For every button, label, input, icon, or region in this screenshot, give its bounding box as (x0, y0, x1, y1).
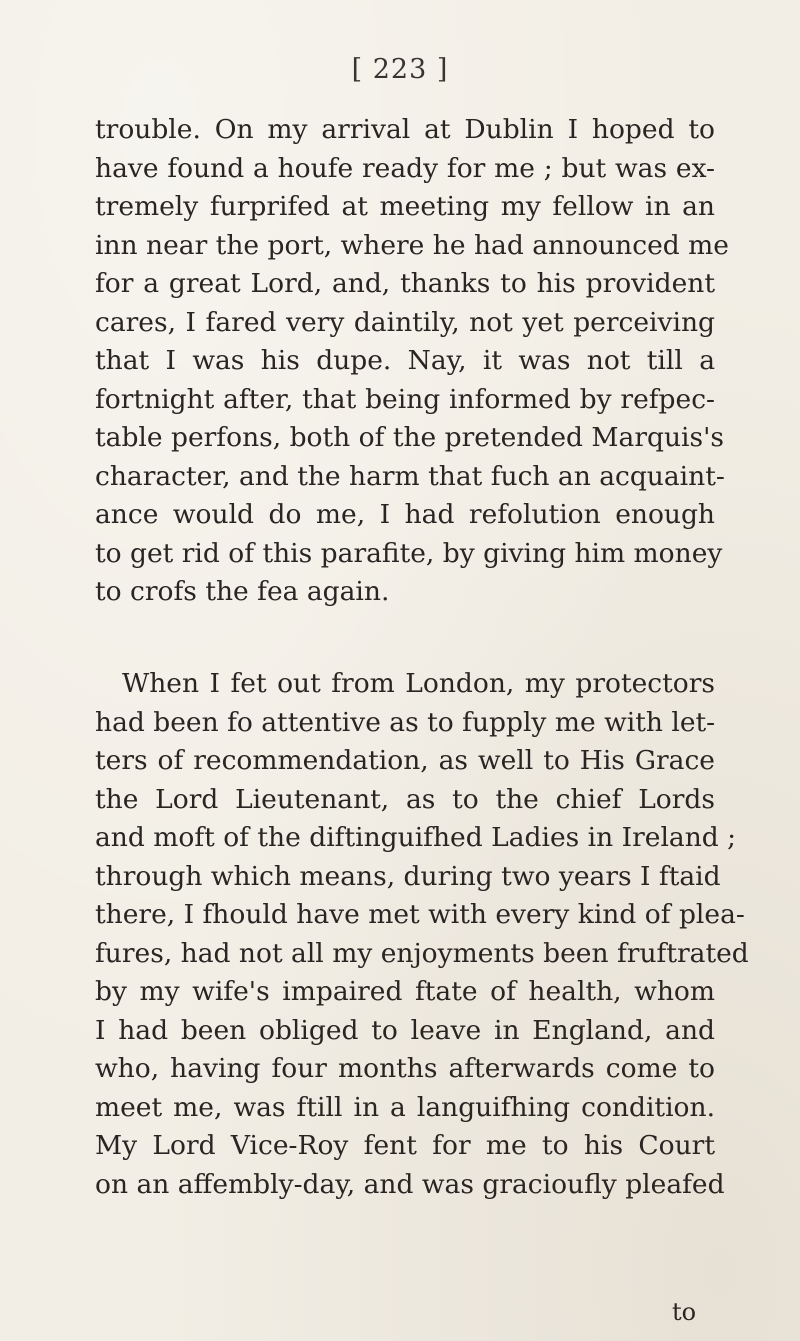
text-line: who, having four months afterwards come to (95, 1053, 715, 1084)
text-line: tremely furprifed at meeting my fellow in an (95, 191, 715, 222)
text-line: fures, had not all my enjoyments been fruftrated (95, 937, 749, 969)
text-line: to crofs the fea again. (95, 576, 390, 607)
paragraph-1 (95, 111, 729, 612)
text-line: that I was his dupe. Nay, it was not till a (95, 345, 715, 376)
paragraph-2 (95, 665, 749, 1204)
text-line: there, I fhould have met with every kind of plea- (95, 899, 745, 930)
text-line: I had been obliged to leave in England, and (95, 1014, 715, 1046)
text-line: and moft of the diftinguifhed Ladies in Ireland ; (95, 822, 737, 853)
text-line: My Lord Vice-Roy fent for me to his Court (95, 1130, 715, 1161)
text-line: inn near the port, where he had announced me (95, 229, 729, 261)
text-line: by my wife's impaired ftate of health, whom (95, 976, 715, 1007)
text-line: meet me, was ftill in a languifhing condition. (95, 1091, 715, 1123)
text-line: trouble. On my arrival at Dublin I hoped to (95, 114, 715, 145)
text-line: have found a houfe ready for me ; but was ex- (95, 152, 715, 184)
catchword: to (672, 1298, 697, 1326)
text-line: When I fet out from London, my protectors (122, 668, 715, 699)
text-line: fortnight after, that being informed by refpec- (95, 383, 715, 415)
text-line: to get rid of this parafite, by giving him money (95, 537, 723, 569)
text-line: ters of recommendation, as well to His Grace (95, 745, 715, 776)
text-line: the Lord Lieutenant, as to the chief Lords (95, 783, 715, 815)
page-number: [ 223 ] (351, 54, 449, 85)
text-line: on an affembly-day, and was gracioufly pleafed (95, 1168, 725, 1200)
text-line: character, and the harm that fuch an acquaint- (95, 460, 725, 492)
text-line: had been fo attentive as to fupply me with let- (95, 706, 716, 738)
text-line: through which means, during two years I ftaid (95, 860, 721, 892)
text-line: table perfons, both of the pretended Marquis's (95, 422, 724, 453)
text-line: ance would do me, I had refolution enough (95, 499, 715, 530)
text-line: for a great Lord, and, thanks to his provident (95, 268, 715, 299)
text-line: cares, I fared very daintily, not yet perceiving (95, 306, 715, 338)
